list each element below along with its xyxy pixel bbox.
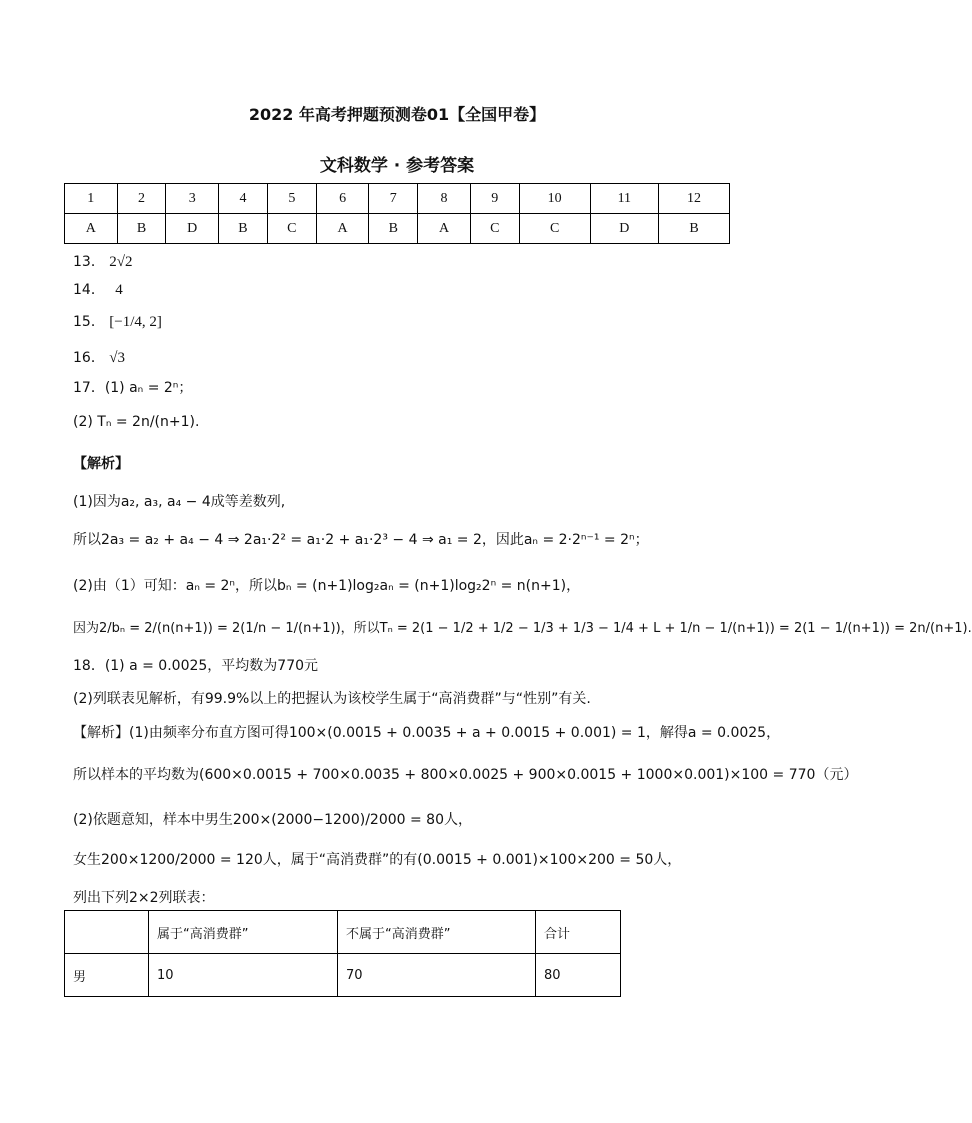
answer-18-part1: 18．(1) a = 0.0025，平均数为770元 bbox=[73, 658, 319, 674]
answer-choice: D bbox=[590, 214, 658, 244]
solution-18-step3: (2)依题意知，样本中男生200×(2000−1200)/2000 = 80人， bbox=[73, 812, 472, 828]
answer-choice: A bbox=[316, 214, 369, 244]
answer-choice: B bbox=[369, 214, 418, 244]
answer-18-part2: (2)列联表见解析，有99.9%以上的把握认为该校学生属于“高消费群”与“性别”有关. bbox=[73, 691, 591, 707]
question-number: 10 bbox=[519, 184, 590, 214]
answer-14 bbox=[73, 279, 123, 299]
solution-18-step1: 【解析】(1)由频率分布直方图可得100×(0.0015 + 0.0035 + a + 0.0015 + 0.001) = 1，解得a = 0.0025， bbox=[73, 725, 781, 741]
answer-17-part2: (2) Tₙ = 2n/(n+1). bbox=[73, 414, 200, 430]
answer-15 bbox=[73, 311, 162, 331]
answer-16-value: √3 bbox=[109, 350, 126, 366]
question-number: 4 bbox=[219, 184, 268, 214]
solution-17-step4: 因为2/bₙ = 2/(n(n+1)) = 2(1/n − 1/(n+1))，所以Tₙ = 2(1 − 1/2 + 1/2 − 1/3 + 1/3 − 1/4 + L + 1/n − 1/(n+1)) = 2(1 − 1/(n+1)) = 2n/(n+1). bbox=[73, 621, 972, 636]
contingency-table bbox=[64, 910, 621, 997]
table-cell: 80 bbox=[536, 954, 621, 997]
answer-table-answer-row bbox=[65, 214, 730, 244]
analysis-heading: 【解析】 bbox=[73, 456, 129, 472]
page-title: 2022 年高考押题预测卷01【全国甲卷】 bbox=[248, 105, 546, 124]
answer-13-value: 2√2 bbox=[109, 254, 133, 270]
solution-17-step3: (2)由（1）可知：aₙ = 2ⁿ，所以bₙ = (n+1)log₂aₙ = (n+1)log₂2ⁿ = n(n+1)， bbox=[73, 578, 581, 594]
question-number: 3 bbox=[166, 184, 219, 214]
question-number: 7 bbox=[369, 184, 418, 214]
table-cell: 10 bbox=[149, 954, 338, 997]
question-number: 12 bbox=[659, 184, 730, 214]
solution-18-step2: 所以样本的平均数为(600×0.0015 + 700×0.0035 + 800×0.0025 + 900×0.0015 + 1000×0.001)×100 = 770（元） bbox=[73, 767, 858, 783]
answer-13-label: 13． bbox=[73, 254, 105, 270]
answer-choice: A bbox=[65, 214, 118, 244]
table-header-cell: 属于“高消费群” bbox=[149, 911, 338, 954]
answer-14-value: 4 bbox=[115, 282, 123, 298]
answer-table-number-row bbox=[65, 184, 730, 214]
question-number: 2 bbox=[117, 184, 166, 214]
table-header-cell: 不属于“高消费群” bbox=[338, 911, 536, 954]
answer-choice: A bbox=[418, 214, 471, 244]
table-header-cell: 合计 bbox=[536, 911, 621, 954]
answer-choice: B bbox=[117, 214, 166, 244]
answer-choice: C bbox=[519, 214, 590, 244]
answer-16 bbox=[73, 347, 125, 367]
table-row bbox=[65, 954, 621, 997]
question-number: 6 bbox=[316, 184, 369, 214]
table-header-cell bbox=[65, 911, 149, 954]
answer-choice: D bbox=[166, 214, 219, 244]
solution-17-step1: (1)因为a₂, a₃, a₄ − 4成等差数列, bbox=[73, 494, 286, 510]
answer-16-label: 16． bbox=[73, 350, 105, 366]
table-header-row bbox=[65, 911, 621, 954]
answer-choice: C bbox=[267, 214, 316, 244]
answer-15-value: [−1/4, 2] bbox=[109, 314, 162, 330]
question-number: 9 bbox=[470, 184, 519, 214]
solution-18-step4: 女生200×1200/2000 = 120人，属于“高消费群”的有(0.0015 + 0.001)×100×200 = 50人， bbox=[73, 852, 682, 868]
answer-choice: B bbox=[219, 214, 268, 244]
answer-15-label: 15． bbox=[73, 314, 105, 330]
question-number: 1 bbox=[65, 184, 118, 214]
table-cell: 男 bbox=[65, 954, 149, 997]
answer-choice: B bbox=[659, 214, 730, 244]
solution-18-step5: 列出下列2×2列联表： bbox=[73, 890, 215, 906]
answer-choice: C bbox=[470, 214, 519, 244]
answer-17-part1: 17．(1) aₙ = 2ⁿ； bbox=[73, 380, 193, 396]
answer-13 bbox=[73, 251, 133, 271]
question-number: 11 bbox=[590, 184, 658, 214]
answer-table bbox=[64, 183, 730, 244]
question-number: 8 bbox=[418, 184, 471, 214]
solution-17-step2: 所以2a₃ = a₂ + a₄ − 4 ⇒ 2a₁·2² = a₁·2 + a₁·2³ − 4 ⇒ a₁ = 2，因此aₙ = 2·2ⁿ⁻¹ = 2ⁿ； bbox=[73, 532, 649, 548]
question-number: 5 bbox=[267, 184, 316, 214]
table-cell: 70 bbox=[338, 954, 536, 997]
answer-14-label: 14． bbox=[73, 282, 105, 298]
page-subtitle: 文科数学 · 参考答案 bbox=[319, 156, 475, 176]
